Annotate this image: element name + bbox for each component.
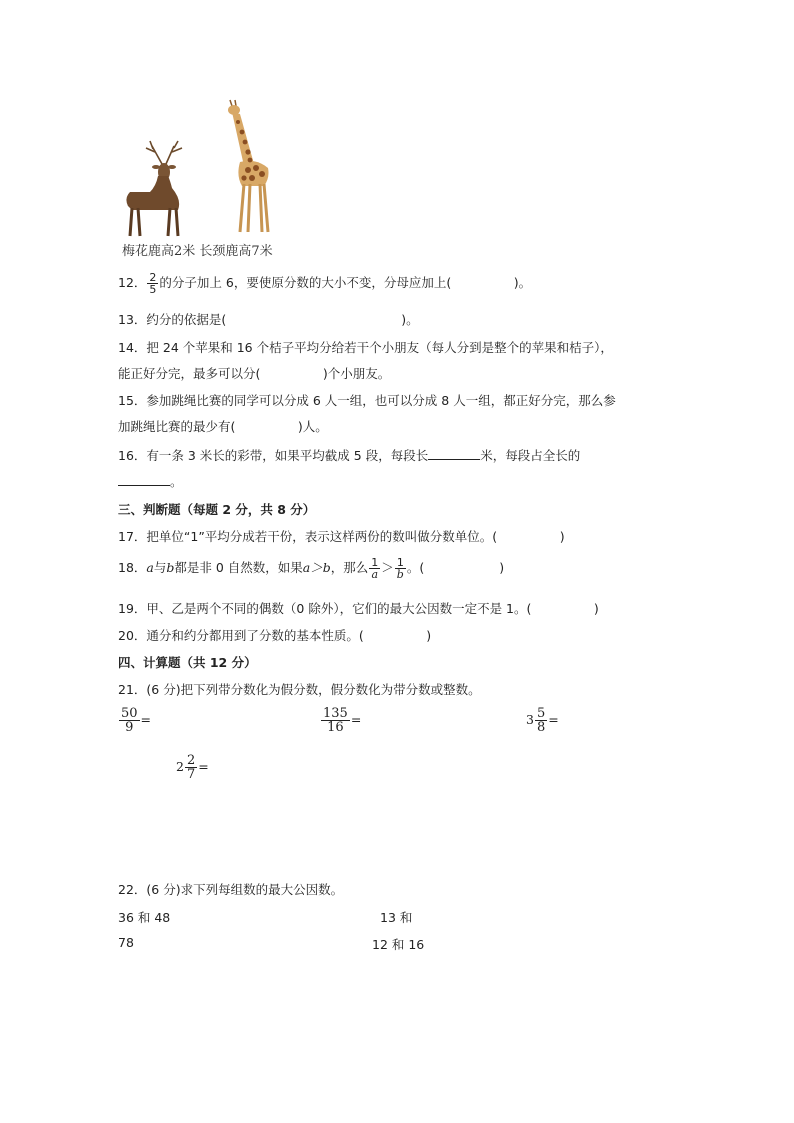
- answer-blank[interactable]: [428, 447, 480, 460]
- answer-blank[interactable]: [118, 473, 170, 486]
- question-14-line2: 能正好分完，最多可以分( )个小朋友。: [118, 366, 391, 381]
- question-16: 16．有一条 3 米长的彩带，如果平均截成 5 段，每段长 米，每段占全长的: [118, 448, 581, 463]
- gcd-pair-1: 36 和 48: [118, 910, 171, 925]
- question-19: 19．甲、乙是两个不同的偶数（0 除外），它们的最大公因数一定不是 1。( ): [118, 601, 599, 616]
- animal-caption: 梅花鹿高2米 长颈鹿高7米: [122, 244, 273, 259]
- question-16-cont: 。: [118, 472, 183, 490]
- calc-item-3-5-8: 3 $\frac{5}{8}$ =: [526, 706, 559, 735]
- fraction-2-5: $\frac{2}{5}$: [149, 271, 157, 296]
- calc-item-2-2-7: 2 $\frac{2}{7}$ =: [176, 753, 209, 782]
- question-14-line1: 14．把 24 个苹果和 16 个桔子平均分给若干个小朋友（每人分到是整个的苹果和桔子），: [118, 340, 613, 355]
- gcd-pair-3: 12 和 16: [372, 937, 425, 952]
- question-18: 18．a与b都是非 0 自然数，如果a＞b，那么 $\frac{1}{a}$ ＞ $\frac{1}{b}$ 。( ): [118, 556, 505, 581]
- question-15-line2: 加跳绳比赛的最少有( )人。: [118, 419, 328, 434]
- calc-item-135-16: $\frac{135}{16}$ =: [323, 706, 362, 735]
- fraction-1-a: $\frac{1}{a}$: [371, 556, 379, 581]
- fraction-1-b: $\frac{1}{b}$: [396, 556, 404, 581]
- question-15-line1: 15．参加跳绳比赛的同学可以分成 6 人一组，也可以分成 8 人一组，都正好分完，那么参: [118, 393, 616, 408]
- section-3-heading: 三、判断题（每题 2 分，共 8 分）: [118, 502, 316, 517]
- giraffe-image: [218, 96, 278, 236]
- calc-item-50-9: $\frac{50}{9}$ =: [121, 706, 152, 735]
- question-21: 21．(6 分)把下列带分数化为假分数，假分数化为带分数或整数。: [118, 682, 481, 697]
- question-20: 20．通分和约分都用到了分数的基本性质。( ): [118, 628, 432, 643]
- section-4-heading: 四、计算题（共 12 分）: [118, 655, 257, 670]
- gcd-pair-2: 13 和: [380, 910, 413, 925]
- gcd-pair-2-cont: 78: [118, 935, 134, 950]
- question-12: 12． $\frac{2}{5}$ 的分子加上 6，要使原分数的大小不变，分母应加上( )。: [118, 271, 532, 296]
- question-22: 22．(6 分)求下列每组数的最大公因数。: [118, 882, 344, 897]
- question-13: 13．约分的依据是( )。: [118, 312, 419, 327]
- question-17: 17．把单位“1”平均分成若干份，表示这样两份的数叫做分数单位。( ): [118, 529, 565, 544]
- sika-deer-image: [122, 140, 198, 240]
